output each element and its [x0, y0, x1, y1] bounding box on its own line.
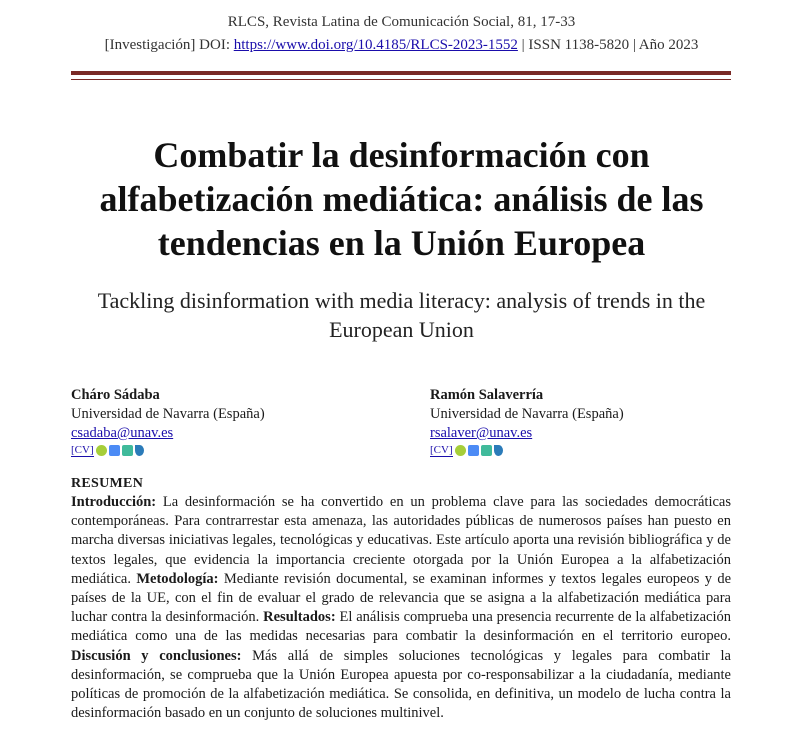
author-email-link[interactable]: rsalaver@unav.es: [430, 425, 533, 441]
issn-year: | ISSN 1138-5820 | Año 2023: [521, 37, 699, 53]
google-scholar-icon[interactable]: [468, 445, 479, 456]
author-affiliation: Universidad de Navarra (España): [430, 406, 624, 422]
abstract-body: [71, 493, 731, 723]
doi-link[interactable]: https://www.doi.org/10.4185/RLCS-2023-1552: [233, 37, 518, 53]
author-email-link[interactable]: csadaba@unav.es: [71, 425, 174, 441]
header-rule-thin: [71, 79, 731, 80]
discussion-label: Discusión y conclusiones:: [71, 647, 242, 664]
intro-text: La desinformación se ha convertido en un problema clave para las sociedades democráticas contemporáneas. Para contrarrestar esta amenaza, las autoridades públicas de numerosos países han puesto en marcha diversas iniciativas legales, tecnológicas y educativas. Este artículo aporta una revisión bibliográfica y de textos legales, que evidencia la importancia creciente otorgada por la Unión Europea a la alfabetización mediática.: [71, 494, 731, 587]
researchgate-icon[interactable]: [481, 445, 492, 456]
author-name: Cháro Sádaba: [71, 387, 160, 403]
scopus-icon[interactable]: [494, 445, 503, 456]
results-text: El análisis comprueba una presencia recurrente de la alfabetización mediática como una de las medidas necesarias para combatir la desinformación en el territorio europeo.: [71, 609, 731, 645]
paper-title: Combatir la desinformación con alfabetización mediática: análisis de las tendencias en la Unión Europea: [99, 135, 704, 263]
author-affiliation: Universidad de Navarra (España): [71, 406, 265, 422]
doi-line: [0, 37, 803, 54]
orcid-icon[interactable]: [455, 445, 466, 456]
intro-label: Introducción:: [71, 494, 157, 510]
method-label: Metodología:: [136, 570, 219, 587]
google-scholar-icon[interactable]: [109, 445, 120, 456]
researchgate-icon[interactable]: [122, 445, 133, 456]
results-label: Resultados:: [263, 609, 336, 626]
discussion-text: Más allá de simples soluciones tecnológicas y legales para combatir la desinformación, se comprueba que la Unión Europea apuesta por co-responsabilizar a la ciudadanía, mediante políticas de promoción de la alfabetización mediática. Se consolida, en definitiva, un modelo de lucha contra la desinformación basado en un conjunto de soluciones multinivel.: [71, 647, 731, 722]
author-name: Ramón Salaverría: [430, 387, 544, 403]
method-text: Mediante revisión documental, se examinan informes y textos legales europeos y de países de la UE, con el fin de evaluar el grado de relevancia que se asigna a la alfabetización mediática para luchar contra la desinformación.: [71, 570, 732, 626]
paper-subtitle: Tackling disinformation with media literacy: analysis of trends in the European Union: [97, 288, 706, 342]
abstract-heading: RESUMEN: [71, 476, 144, 491]
author-profile-links: [71, 444, 265, 457]
journal-citation: RLCS, Revista Latina de Comunicación Social, 81, 17-33: [227, 14, 576, 30]
author-block: [430, 386, 624, 457]
cv-link[interactable]: [CV]: [71, 444, 94, 456]
doi-label: DOI:: [199, 37, 230, 53]
section-label: [Investigación]: [104, 37, 196, 53]
header-rule: [71, 71, 731, 75]
orcid-icon[interactable]: [96, 445, 107, 456]
cv-link[interactable]: [CV]: [430, 444, 453, 456]
author-block: [71, 386, 265, 457]
scopus-icon[interactable]: [135, 445, 144, 456]
author-profile-links: [430, 444, 624, 457]
